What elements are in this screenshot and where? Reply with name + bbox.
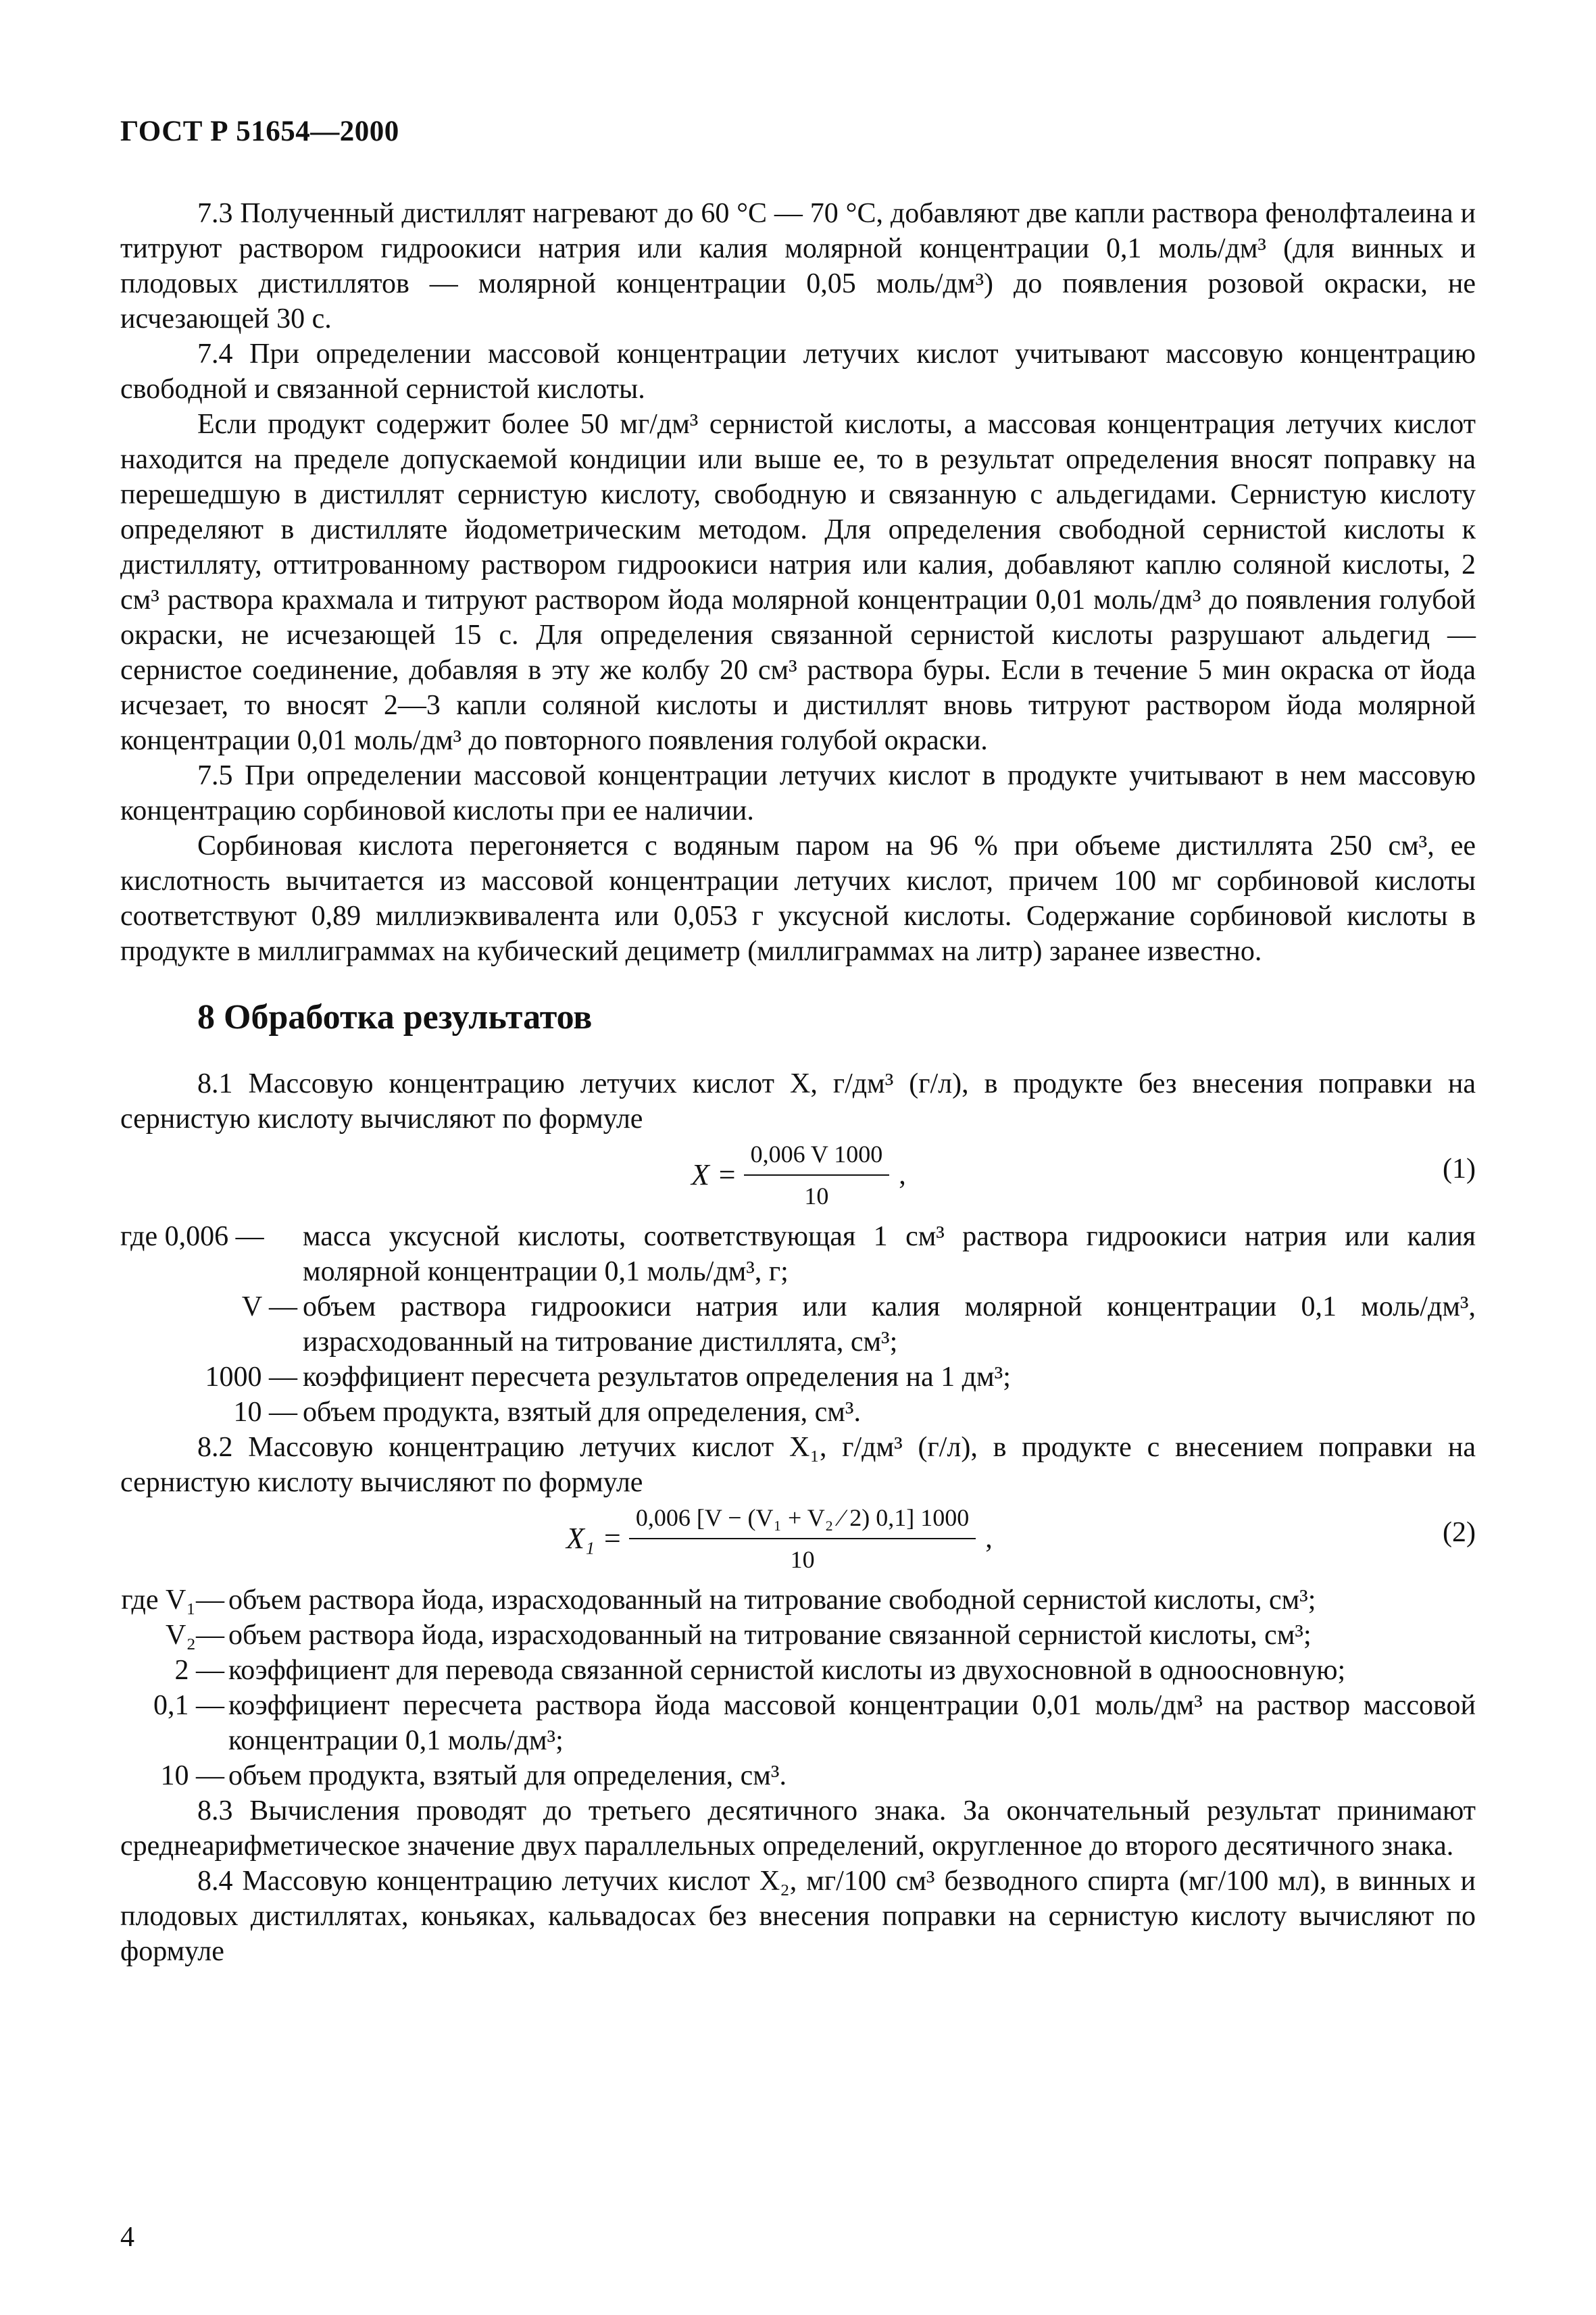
- definition-key: 1000 —: [205, 1362, 297, 1393]
- document-body: [120, 196, 1476, 1969]
- definition-key: 0,1 —: [153, 1690, 224, 1721]
- paragraph-7-4: 7.4 При определении массовой концентрации летучих кислот учитывают массовую концентрацию свободной и связанной сернистой кислоты.: [120, 339, 1476, 405]
- formula-2-numerator: 0,006 [V − (V₁ + V₂ ⁄ 2) 0,1] 1000: [629, 1500, 976, 1539]
- paragraph-7-4-continued: Если продукт содержит более 50 мг/дм³ сернистой кислоты, а массовая концентрация летучих кислот находится на пределе допускаемой кондиции или выше ее, то в результат определения вносят поправку на перешедшую в дистиллят сернистую кислоту, свободную и связанную с альдегидами. Сернистую кислоту определяют в дистилляте йодометрическим методом. Для определения свободной сернистой кислоты к дистилляту, оттитрованному раствором гидроокиси натрия или калия, добавляют каплю соляной кислоты, 2 см³ раствора крахмала и титруют раствором йода молярной концентрации 0,01 моль/дм³ до появления голубой окраски, не исчезающей 15 с. Для определения связанной сернистой кислоты разрушают альдегид — сернистое соединение, добавляя в эту же колбу 20 см³ раствора буры. Если в течение 5 мин окраска от йода исчезает, то вносят 2—3 капли соляной кислоты и дистиллят вновь титруют раствором йода молярной концентрации 0,01 моль/дм³ до повторного появления голубой окраски.: [120, 409, 1476, 756]
- formula-2: [120, 1500, 1476, 1583]
- definition-value: объем раствора гидроокиси натрия или калия молярной концентрации 0,1 моль/дм³, израсходованный на титрование дистиллята, см³;: [303, 1291, 1476, 1358]
- definition-value: масса уксусной кислоты, соответствующая 1 см³ раствора гидроокиси натрия или калия молярной концентрации 0,1 моль/дм³, г;: [303, 1221, 1476, 1287]
- paragraph-8-4: 8.4 Массовую концентрацию летучих кислот X₂, мг/100 см³ безводного спирта (мг/100 мл), в винных и плодовых дистиллятах, коньяках, кальвадосах без внесения поправки на сернистую кислоту вычисляют по формуле: [120, 1866, 1476, 1967]
- definition-key: 10 —: [233, 1397, 297, 1428]
- definition-value: коэффициент для перевода связанной сернистой кислоты из двухосновной в одноосновную;: [228, 1655, 1346, 1686]
- definition-value: объем продукта, взятый для определения, см³.: [303, 1397, 861, 1428]
- definition-key: 2 —: [174, 1655, 224, 1686]
- formula-1-numerator: 0,006 V 1000: [744, 1137, 890, 1176]
- formula-1-number: (1): [1443, 1153, 1476, 1185]
- section-heading-8: 8 Обработка результатов: [197, 998, 593, 1037]
- definitions-1: [120, 1219, 1476, 1430]
- formula-2-comma: ,: [985, 1523, 993, 1554]
- formula-1-comma: ,: [899, 1160, 906, 1191]
- page-number: 4: [120, 2222, 134, 2253]
- document-header: ГОСТ Р 51654—2000: [120, 116, 399, 147]
- definitions-2: [120, 1583, 1476, 1793]
- definition-value: коэффициент пересчета результатов определения на 1 дм³;: [303, 1362, 1011, 1393]
- definition-value: коэффициент пересчета раствора йода массовой концентрации 0,01 моль/дм³ на раствор массовой концентрации 0,1 моль/дм³;: [228, 1690, 1476, 1756]
- formula-2-lhs: X₁ =: [566, 1522, 622, 1555]
- definition-key: V —: [241, 1291, 297, 1322]
- paragraph-8-3: 8.3 Вычисления проводят до третьего десятичного знака. За окончательный результат принимают среднеарифметическое значение двух параллельных определений, округленное до второго десятичного знака.: [120, 1795, 1476, 1862]
- paragraph-8-2: 8.2 Массовую концентрацию летучих кислот X₁, г/дм³ (г/л), в продукте с внесением поправки на сернистую кислоту вычисляют по формуле: [120, 1432, 1476, 1498]
- formula-1-lhs: X =: [691, 1158, 737, 1191]
- formula-2-denominator: 10: [790, 1546, 815, 1573]
- paragraph-7-5: 7.5 При определении массовой концентрации летучих кислот в продукте учитывают в нем массовую концентрацию сорбиновой кислоты при ее наличии.: [120, 760, 1476, 826]
- definition-key: где V₁—: [121, 1585, 224, 1616]
- definition-key: 10 —: [160, 1760, 224, 1791]
- formula-1: [120, 1137, 1476, 1219]
- formula-1-denominator: 10: [804, 1183, 829, 1210]
- paragraph-7-3: 7.3 Полученный дистиллят нагревают до 60 °С — 70 °С, добавляют две капли раствора фенолфталеина и титруют раствором гидроокиси натрия или калия молярной концентрации 0,1 моль/дм³ (для винных и плодовых дистиллятов — молярной концентрации 0,05 моль/дм³) до появления розовой окраски, не исчезающей 30 с.: [120, 198, 1476, 334]
- paragraph-7-5-continued: Сорбиновая кислота перегоняется с водяным паром на 96 % при объеме дистиллята 250 см³, ее кислотность вычитается из массовой концентрации летучих кислот, причем 100 мг сорбиновой кислоты соответствуют 0,89 миллиэквивалента или 0,053 г уксусной кислоты. Содержание сорбиновой кислоты в продукте в миллиграммах на кубический дециметр (миллиграммах на литр) заранее известно.: [120, 830, 1476, 967]
- definition-value: объем раствора йода, израсходованный на титрование связанной сернистой кислоты, см³;: [228, 1620, 1312, 1651]
- definition-value: объем продукта, взятый для определения, см³.: [228, 1760, 787, 1791]
- formula-2-number: (2): [1443, 1517, 1476, 1548]
- definition-value: объем раствора йода, израсходованный на титрование свободной сернистой кислоты, см³;: [228, 1585, 1316, 1616]
- definition-key: V₂—: [166, 1620, 224, 1651]
- definition-key: где 0,006 —: [120, 1221, 264, 1252]
- paragraph-8-1: 8.1 Массовую концентрацию летучих кислот X, г/дм³ (г/л), в продукте без внесения поправки на сернистую кислоту вычисляют по формуле: [120, 1068, 1476, 1135]
